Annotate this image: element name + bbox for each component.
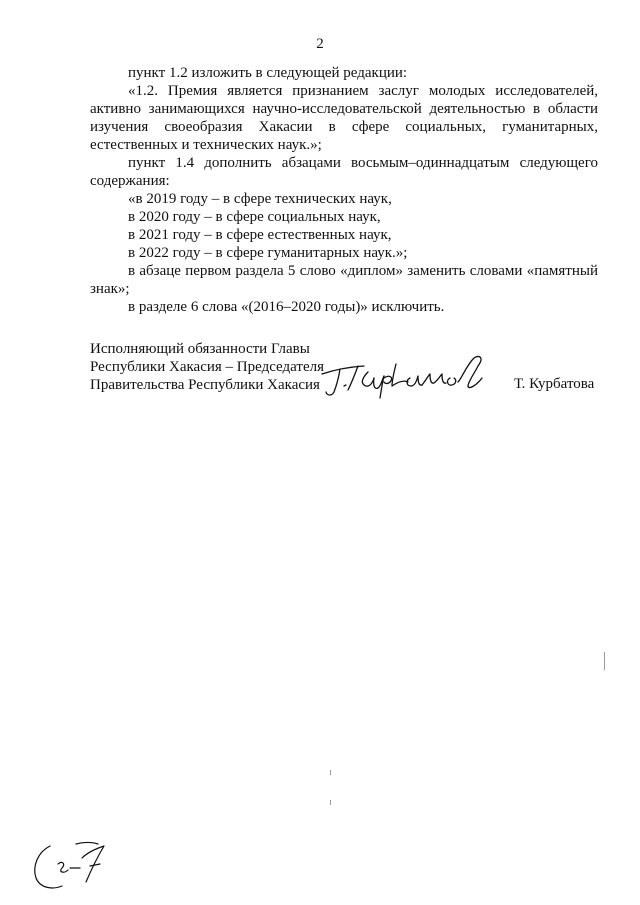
paragraph-1: пункт 1.2 изложить в следующей редакции:	[128, 65, 408, 81]
position-line-2: Республики Хакасия – Председателя	[90, 359, 325, 375]
scan-speck	[604, 652, 605, 670]
position-line-3: Правительства Республики Хакасия	[90, 377, 320, 393]
position-line-1: Исполняющий обязанности Главы	[90, 341, 310, 357]
signer-name: Т. Курбатова	[514, 376, 595, 392]
margin-handwritten-mark	[28, 838, 112, 896]
list-item-2020: в 2020 году – в сфере социальных наук,	[128, 209, 381, 225]
paragraph-section-6: в разделе 6 слова «(2016–2020 годы)» исключить.	[128, 299, 445, 315]
list-item-2022: в 2022 году – в сфере гуманитарных наук.»;	[128, 245, 408, 261]
paragraph-3: пункт 1.4 дополнить абзацами восьмым–одиннадцатым следующего содержания:	[90, 155, 598, 189]
scan-speck	[330, 770, 331, 775]
scan-speck	[330, 800, 331, 805]
paragraph-2: «1.2. Премия является признанием заслуг молодых исследователей, активно занимающихся научно-исследовательской деятельностью в области изучения своеобразия Хакасии в сфере социальных, гуманитарных, естественных и технических наук.»;	[90, 83, 598, 153]
signatory-position	[90, 340, 324, 394]
handwritten-signature	[318, 352, 496, 400]
list-item-2021: в 2021 году – в сфере естественных наук,	[128, 227, 392, 243]
document-body	[90, 64, 598, 316]
paragraph-section-5: в абзаце первом раздела 5 слово «диплом» заменить словами «памятный знак»;	[90, 263, 598, 297]
list-item-2019: «в 2019 году – в сфере технических наук,	[128, 191, 392, 207]
page-number: 2	[316, 36, 324, 52]
